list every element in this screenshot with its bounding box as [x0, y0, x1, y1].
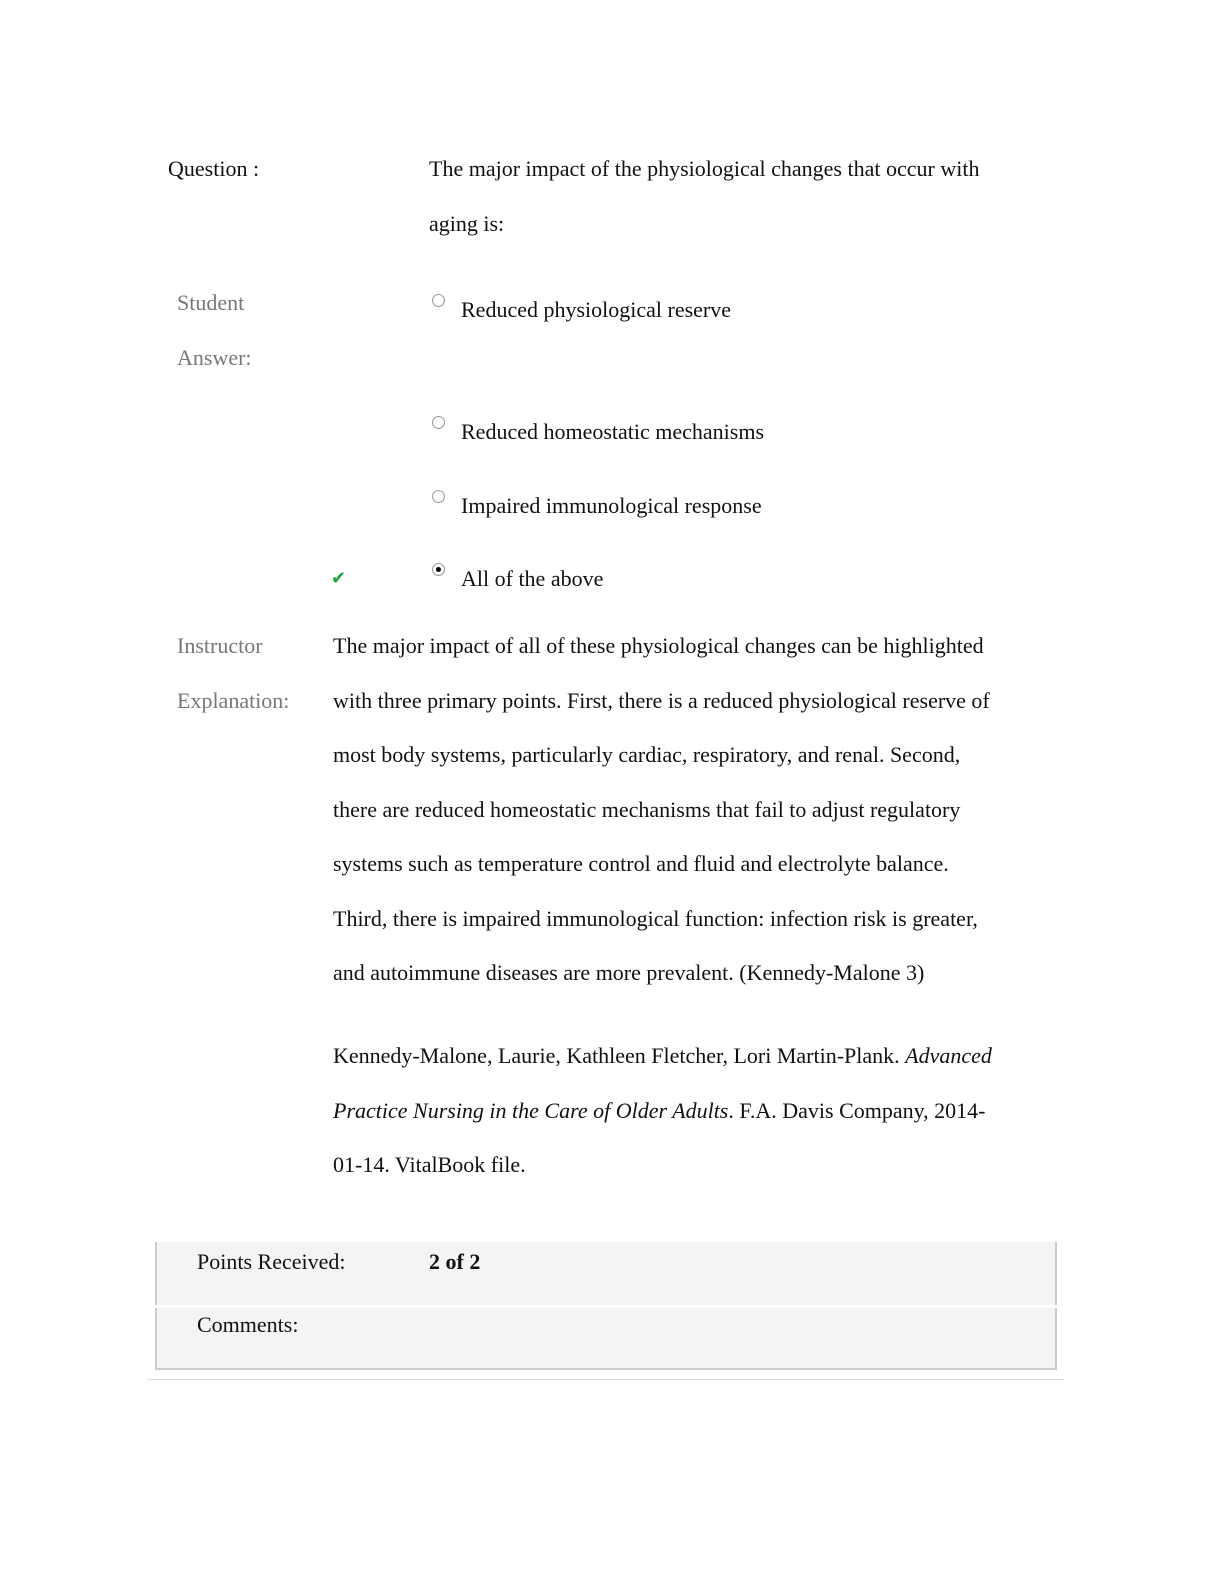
explanation-line: Third, there is impaired immunological function: infection risk is greater,: [333, 906, 978, 931]
student-answer-label: Answer:: [177, 345, 252, 370]
explanation-line: most body systems, particularly cardiac, respiratory, and renal. Second,: [333, 742, 961, 767]
student-answer-label: Student: [177, 290, 245, 315]
correct-check-icon: ✔: [331, 568, 347, 589]
explanation-label: Instructor: [177, 633, 263, 658]
bottom-divider: [147, 1379, 1064, 1380]
option-radio[interactable]: [432, 416, 445, 429]
option-label: Impaired immunological response: [461, 493, 762, 518]
citation-line: [333, 1042, 992, 1070]
citation-line: 01-14. VitalBook file.: [333, 1152, 526, 1177]
option-label: Reduced physiological reserve: [461, 297, 732, 322]
explanation-label: Explanation:: [177, 688, 290, 713]
explanation-line: The major impact of all of these physiological changes can be highlighted: [333, 633, 984, 658]
option-radio[interactable]: [432, 294, 445, 307]
citation-title: Practice Nursing in the Care of Older Adults: [333, 1098, 729, 1123]
option-label: Reduced homeostatic mechanisms: [461, 419, 765, 444]
points-label: Points Received:: [197, 1249, 346, 1274]
explanation-line: there are reduced homeostatic mechanisms that fail to adjust regulatory: [333, 797, 961, 822]
question-text-line: The major impact of the physiological changes that occur with: [429, 156, 980, 181]
explanation-line: and autoimmune diseases are more prevalent. (Kennedy-Malone 3): [333, 960, 925, 985]
question-text-line: aging is:: [429, 211, 505, 236]
explanation-line: systems such as temperature control and fluid and electrolyte balance.: [333, 851, 949, 876]
citation-title: Advanced: [905, 1043, 992, 1068]
citation-authors: Kennedy-Malone, Laurie, Kathleen Fletcher, Lori Martin-Plank.: [333, 1043, 906, 1068]
option-radio[interactable]: [432, 490, 445, 503]
comments-label: Comments:: [197, 1312, 299, 1337]
panel-divider: [155, 1305, 1057, 1308]
explanation-line: with three primary points. First, there is a reduced physiological reserve of: [333, 688, 990, 713]
question-label: Question :: [168, 156, 260, 181]
citation-line: [333, 1097, 986, 1125]
option-radio-selected[interactable]: [432, 563, 445, 576]
points-value: 2 of 2: [429, 1249, 481, 1274]
option-label: All of the above: [461, 566, 604, 591]
citation-publisher: . F.A. Davis Company, 2014-: [728, 1098, 986, 1123]
